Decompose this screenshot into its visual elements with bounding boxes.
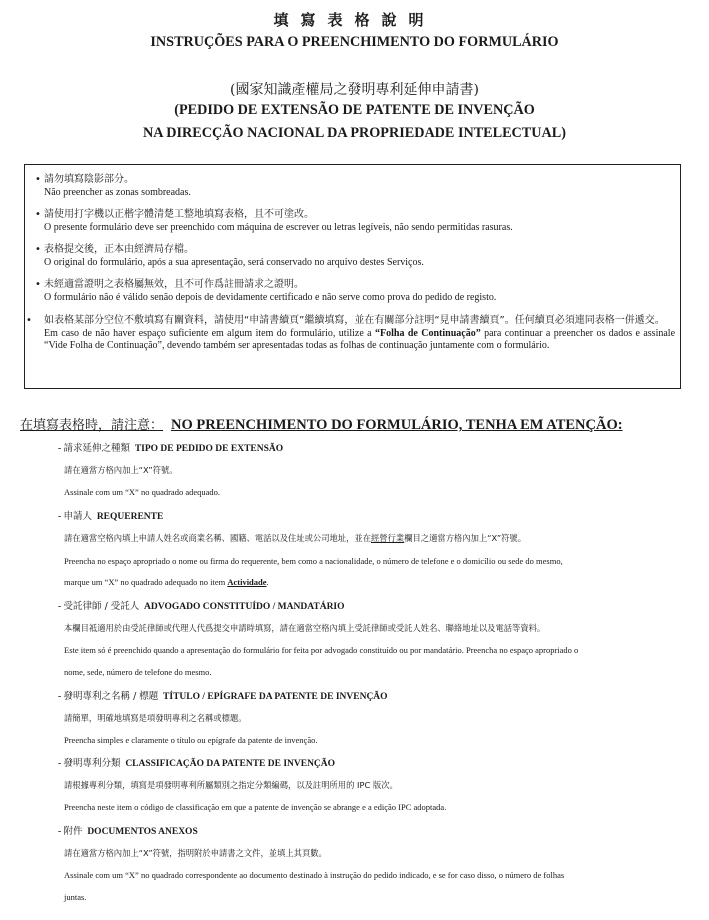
bullet-icon: • — [35, 244, 41, 255]
subtitle-portuguese-line1: (PEDIDO DE EXTENSÃO DE PATENTE DE INVENÇÃO — [174, 102, 535, 118]
section-attached-documents: - 附件 DOCUMENTOS ANEXOS 請在適當方格內加上“X”符號，指明附於申請書之文件，並填上其頁數。 Assinale com um “X” no quadrado correspondente ao documento destinado à instrução do pedido indicado, e se for caso disso, o número de folhas juntas. — [58, 826, 565, 902]
bullet-icon: • — [35, 279, 41, 290]
section-request-type: - 請求延伸之種類 TIPO DE PEDIDO DE EXTENSÃO 請在適當方格內加上“X”符號。 Assinale com um “X” no quadrado adequado. — [58, 443, 284, 497]
note-item: • 如表格某部分空位不敷填寫有關資料，請使用“申請書續頁”繼續填寫，並在有關部分註明“見申請書續頁”。任何續頁必須連同表格一併遞交。 Em caso de não haver espaço suficiente em algum item do formulário, utilize a “Folha de Continuação” para continuar a preencher os dados e assinale “Vide Folha de Continuação”, devendo também ser apresentadas todas as folhas de continuação juntamente com o formulário. — [26, 315, 676, 351]
section-attorney: - 受託律師 / 受託人 ADVOGADO CONSTITUÍDO / MANDATÁRIO 本欄目祗適用於由受託律師或代理人代爲提交申請時填寫，請在適當空格內填上受託律師或受託人姓名、聯絡地址以及電話等資料。 Este item só é preenchido quando a apresentação do formulário for feita por advogado constituído ou por mandatário. Preencha no espaço apropriado o nome, sede, número de telefone do mesmo. — [58, 601, 579, 677]
section-applicant: - 申請人 REQUERENTE 請在適當空格內填上申請人姓名或商業名稱、國籍、電話以及住址或公司地址，並在經營行業欄目之適當方格內加上“X”符號。 Preencha no espaço apropriado o nome ou firma do requerente, bem como a nacionalidade, o número de telefone e o domicílio ou sede do mesmo, marque um “X” no quadrado adequado no item Actividade. — [58, 511, 563, 587]
bullet-icon: • — [35, 174, 41, 185]
title-portuguese: INSTRUÇÕES PARA O PREENCHIMENTO DO FORMULÁRIO — [150, 34, 559, 50]
note-item: • 表格提交後，正本由經濟局存檔。 O original do formulário, após a sua apresentação, será conservado no arquivo destes Serviços. — [35, 244, 424, 268]
note-item: • 請勿填寫陰影部分。 Não preencher as zonas sombreadas. — [35, 174, 191, 198]
title-chinese: 填寫表格說明 — [273, 11, 436, 29]
section-title-of-patent: - 發明專利之名稱 / 標題 TÍTULO / EPÍGRAFE DA PATENTE DE INVENÇÃO 請簡單，明確地填寫是項發明專利之名稱或標題。 Preencha simples e claramente o título ou epígrafe da patente de invenção. — [58, 691, 388, 745]
attention-heading: 在填寫表格時，請注意： NO PREENCHIMENTO DO FORMULÁRIO, TENHA EM ATENÇÃO: — [20, 417, 623, 433]
note-item: • 未經適當證明之表格屬無效，且不可作爲註冊請求之證明。 O formulário não é válido senão depois de devidamente certificado e não serve como prova do pedido de registo. — [35, 279, 497, 303]
subtitle-portuguese-line2: NA DIRECÇÃO NACIONAL DA PROPRIEDADE INTELECTUAL) — [143, 125, 566, 141]
bullet-icon: • — [26, 315, 32, 326]
bullet-icon: • — [35, 209, 41, 220]
general-notes-box — [24, 164, 681, 389]
section-classification: - 發明專利分類 CLASSIFICAÇÃO DA PATENTE DE INVENÇÃO 請根據專利分類，填寫是項發明專利所屬類別之指定分類編碼，以及註明所用的 IPC 版次。 Preencha neste item o código de classificação em que a patente de invenção se abrange e a edição IPC adoptada. — [58, 758, 447, 812]
note-item: • 請使用打字機以正楷字體清楚工整地填寫表格，且不可塗改。 O presente formulário deve ser preenchido com máquina de escrever ou letras legíveis, não sendo permitidas rasuras. — [35, 209, 513, 233]
subtitle-chinese: (國家知識產權局之發明專利延伸申請書) — [230, 82, 479, 98]
